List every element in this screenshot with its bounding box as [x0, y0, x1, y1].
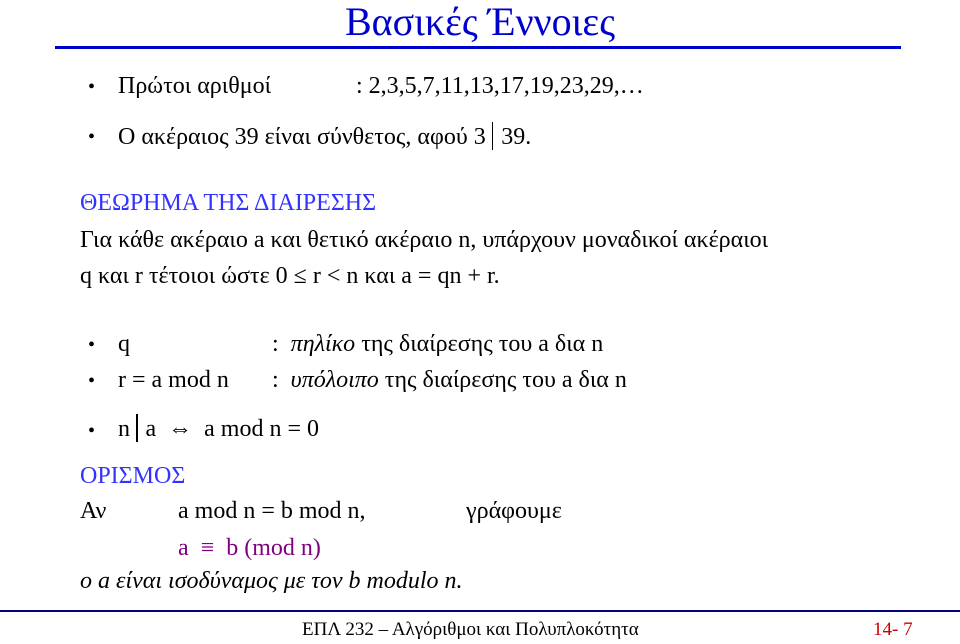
r-label: r = a mod n: [118, 367, 229, 393]
bullet: •: [88, 420, 96, 442]
r-definition: [272, 366, 627, 394]
q-term: πηλίκο: [290, 331, 356, 357]
equiv-symbol: ≡: [200, 535, 215, 561]
divisibility-statement: [118, 414, 319, 443]
bullet: •: [88, 76, 96, 98]
div-left: n: [118, 416, 130, 442]
divides-bar: [492, 122, 494, 150]
congruence-condition: a mod n = b mod n,: [178, 498, 366, 524]
primes-value: : 2,3,5,7,11,13,17,19,23,29,…: [356, 73, 644, 99]
bullet: •: [88, 334, 96, 356]
definition-conclusion: ο a είναι ισοδύναμος με τον b modulo n.: [80, 568, 463, 594]
q-definition: [272, 330, 603, 358]
le-symbol: ≤: [293, 263, 307, 289]
r-term: υπόλοιπο: [290, 367, 379, 393]
page-title: Βασικές Έννοιες: [344, 0, 616, 44]
iff-symbol: ⇔: [168, 416, 193, 442]
composite-before: Ο ακέραιος 39 είναι σύνθετος, αφού 3: [118, 124, 486, 150]
definition-heading: ΟΡΙΣΜΟΣ: [80, 463, 186, 489]
div-mid: a: [145, 416, 157, 442]
title-underline: [55, 46, 901, 49]
congruence-b: b (mod n): [226, 535, 321, 561]
bullet: •: [88, 370, 96, 392]
theorem-line-2: [80, 262, 500, 290]
composite-statement: [118, 122, 531, 151]
bullet: •: [88, 126, 96, 148]
footer-page-number: 14- 7: [873, 619, 913, 640]
theorem-line-1: Για κάθε ακέραιο a και θετικό ακέραιο n, υπάρχουν μοναδικοί ακέραιοι: [80, 227, 769, 253]
r-rest: της διαίρεσης του a δια n: [384, 367, 627, 393]
theorem-line-2-start: q και r τέτοιοι ώστε 0: [80, 263, 288, 289]
composite-after: 39.: [501, 124, 532, 150]
q-label: q: [118, 331, 130, 357]
theorem-heading: ΘΕΩΡΗΜΑ ΤΗΣ ΔΙΑΙΡΕΣΗΣ: [80, 190, 377, 216]
theorem-line-2-end: r < n και a = qn + r.: [312, 263, 500, 289]
colon: :: [272, 331, 279, 357]
footer-course: ΕΠΛ 232 – Αλγόριθμοι και Πολυπλοκότητα: [302, 619, 639, 640]
if-word: Αν: [80, 498, 107, 524]
congruence-a: a: [178, 535, 189, 561]
div-right: a mod n = 0: [204, 416, 320, 442]
colon: :: [272, 367, 279, 393]
primes-label: Πρώτοι αριθμοί: [118, 73, 272, 99]
footer-rule: [0, 610, 960, 612]
we-write: γράφουμε: [466, 498, 562, 524]
congruence-notation: [178, 534, 321, 562]
q-rest: της διαίρεσης του a δια n: [361, 331, 604, 357]
divides-bar: [136, 414, 138, 442]
